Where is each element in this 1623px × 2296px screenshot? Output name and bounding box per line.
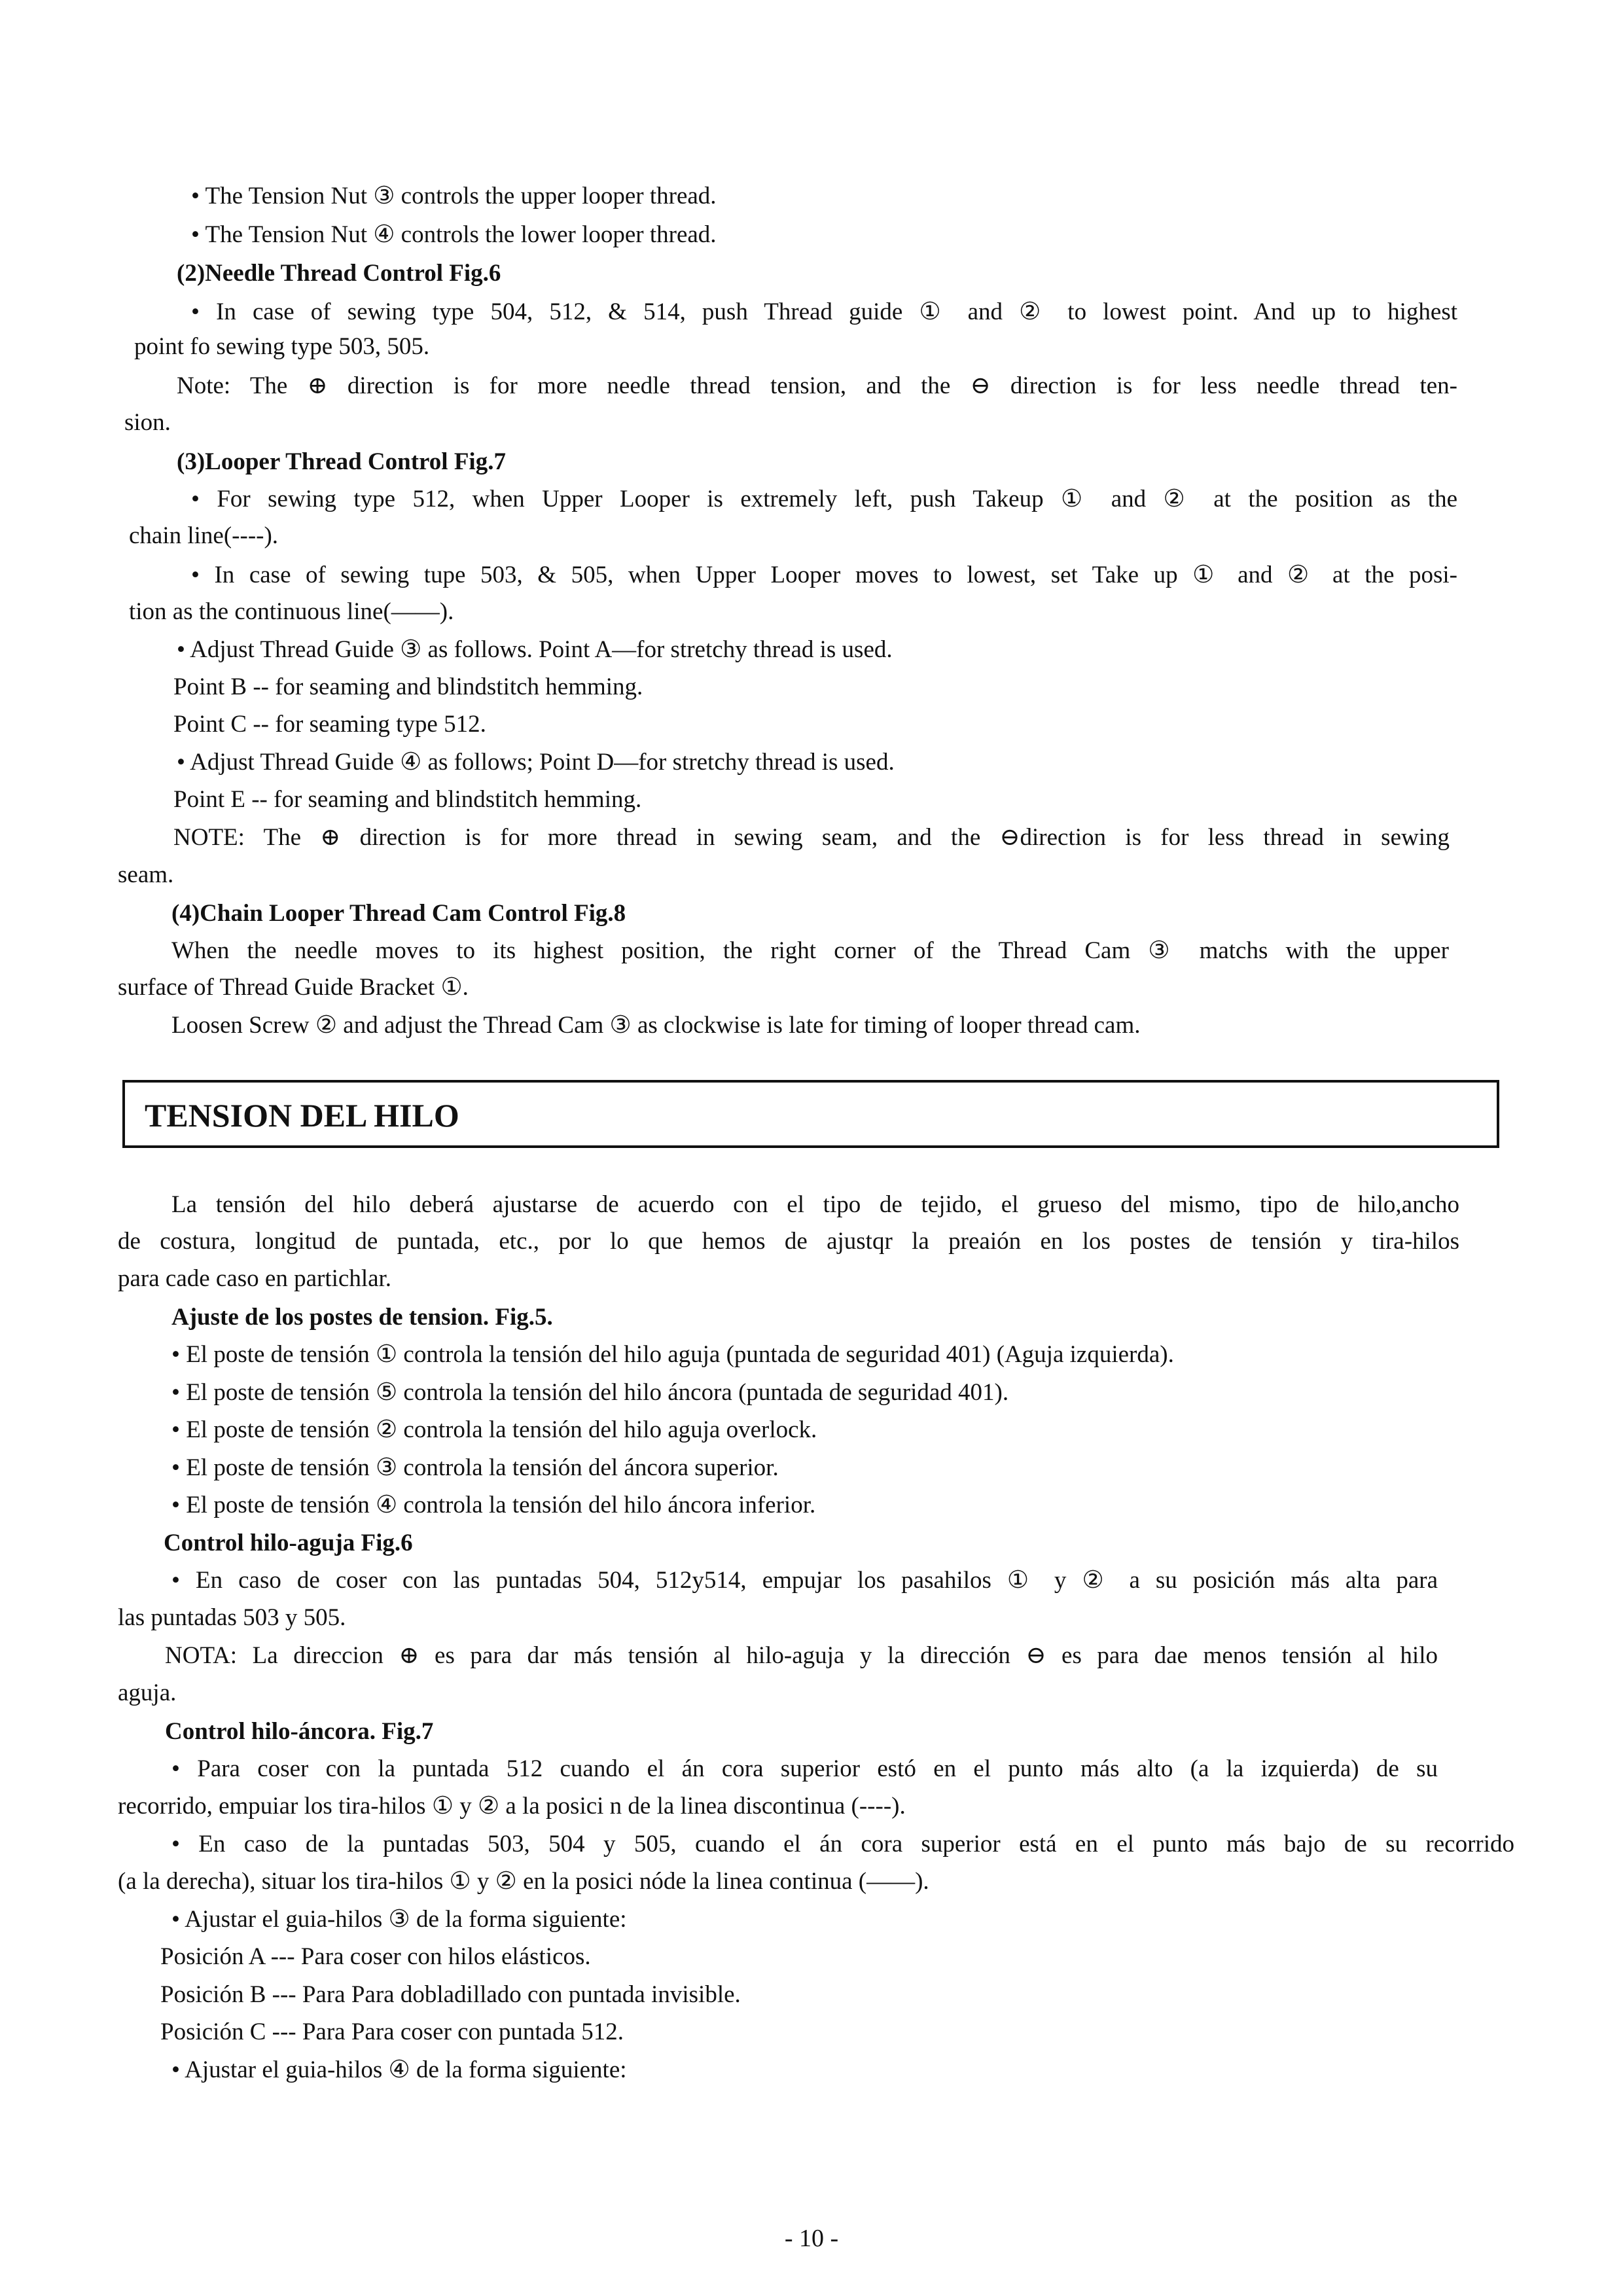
text-line: • Ajustar el guia-hilos ④ de la forma siguiente:: [171, 2056, 627, 2083]
text-line: • The Tension Nut ④ controls the lower looper thread.: [191, 221, 717, 248]
section-heading: Control hilo-áncora. Fig.7: [165, 1718, 434, 1745]
text-line: • En caso de la puntadas 503, 504 y 505, cuando el án cora superior está en el punto más bajo de su recorrido: [171, 1831, 1514, 1857]
text-line: • El poste de tensión ⑤ controla la tensión del hilo áncora (puntada de seguridad 401).: [171, 1379, 1009, 1406]
text-line: • Ajustar el guia-hilos ③ de la forma siguiente:: [171, 1906, 627, 1933]
text-line: • The Tension Nut ③ controls the upper looper thread.: [191, 183, 717, 209]
text-line: de costura, longitud de puntada, etc., por lo que hemos de ajustqr la preaión en los postes de tensión y tira-hilos: [118, 1228, 1459, 1255]
text-line: • En caso de coser con las puntadas 504, 512y514, empujar los pasahilos ① y ② a su posición más alta para: [171, 1567, 1438, 1594]
text-line: (a la derecha), situar los tira-hilos ① y ② en la posici nóde la linea continua (——).: [118, 1868, 929, 1895]
section-heading: (3)Looper Thread Control Fig.7: [177, 448, 506, 475]
section-heading: Ajuste de los postes de tension. Fig.5.: [171, 1304, 553, 1331]
text-line: • In case of sewing tupe 503, & 505, when Upper Looper moves to lowest, set Take up ① and ② at the posi-: [191, 562, 1457, 588]
section-title: TENSION DEL HILO: [145, 1097, 459, 1134]
text-line: • El poste de tensión ④ controla la tensión del hilo áncora inferior.: [171, 1492, 816, 1518]
text-line: recorrido, empuiar los tira-hilos ① y ② a la posici n de la linea discontinua (----).: [118, 1793, 906, 1820]
text-line: • El poste de tensión ① controla la tensión del hilo aguja (puntada de seguridad 401) (Aguja izquierda).: [171, 1341, 1174, 1368]
text-line: Posición C --- Para Para coser con puntada 512.: [160, 2018, 624, 2045]
text-line: Note: The ⊕ direction is for more needle thread tension, and the ⊖ direction is for less needle thread ten-: [177, 372, 1457, 399]
text-line: NOTE: The ⊕ direction is for more thread in sewing seam, and the ⊖direction is for less thread in sewing: [173, 824, 1450, 851]
text-line: Point B -- for seaming and blindstitch hemming.: [173, 673, 643, 700]
section-heading: (2)Needle Thread Control Fig.6: [177, 260, 501, 287]
text-line: para cade caso en partichlar.: [118, 1265, 392, 1292]
text-line: chain line(----).: [129, 522, 279, 549]
text-line: La tensión del hilo deberá ajustarse de acuerdo con el tipo de tejido, el grueso del mismo, tipo de hilo,ancho: [171, 1191, 1459, 1218]
text-line: sion.: [124, 409, 171, 436]
text-line: • In case of sewing type 504, 512, & 514, push Thread guide ① and ② to lowest point. And up to highest: [191, 298, 1457, 325]
section-title-box: [122, 1080, 1499, 1148]
text-line: Posición A --- Para coser con hilos elásticos.: [160, 1943, 591, 1970]
text-line: Point E -- for seaming and blindstitch hemming.: [173, 786, 642, 813]
page-number: - 10 -: [784, 2225, 839, 2252]
text-line: aguja.: [118, 1679, 177, 1706]
text-line: • El poste de tensión ③ controla la tensión del áncora superior.: [171, 1454, 779, 1481]
text-line: surface of Thread Guide Bracket ①.: [118, 974, 469, 1001]
section-heading: (4)Chain Looper Thread Cam Control Fig.8: [171, 900, 626, 927]
text-line: • Para coser con la puntada 512 cuando el án cora superior estó en el punto más alto (a la izquierda) de su: [171, 1755, 1438, 1782]
text-line: seam.: [118, 861, 174, 888]
text-line: • Adjust Thread Guide ③ as follows. Point A—for stretchy thread is used.: [177, 636, 893, 663]
text-line: • For sewing type 512, when Upper Looper is extremely left, push Takeup ① and ② at the position as the: [191, 486, 1457, 512]
text-line: tion as the continuous line(——).: [129, 598, 454, 625]
text-line: When the needle moves to its highest position, the right corner of the Thread Cam ③ matchs with the upper: [171, 937, 1449, 964]
text-line: • El poste de tensión ② controla la tensión del hilo aguja overlock.: [171, 1416, 817, 1443]
text-line: point fo sewing type 503, 505.: [134, 333, 430, 360]
text-line: Loosen Screw ② and adjust the Thread Cam ③ as clockwise is late for timing of looper thread cam.: [171, 1012, 1141, 1039]
text-line: NOTA: La direccion ⊕ es para dar más tensión al hilo-aguja y la dirección ⊖ es para dae menos tensión al hilo: [165, 1642, 1438, 1669]
text-line: las puntadas 503 y 505.: [118, 1604, 346, 1631]
text-line: Point C -- for seaming type 512.: [173, 711, 486, 738]
text-line: • Adjust Thread Guide ④ as follows; Point D—for stretchy thread is used.: [177, 749, 895, 776]
section-heading: Control hilo-aguja Fig.6: [164, 1530, 413, 1556]
text-line: Posición B --- Para Para dobladillado con puntada invisible.: [160, 1981, 741, 2008]
